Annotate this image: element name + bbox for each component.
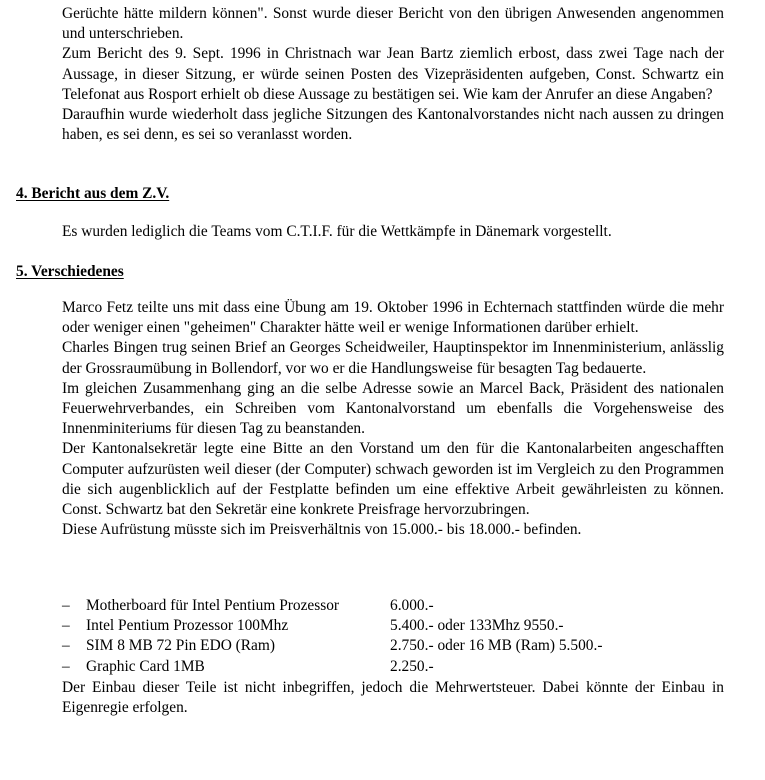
paragraph: Zum Bericht des 9. Sept. 1996 in Christnach war Jean Bartz ziemlich erbost, dass zwei Tage nach der Aussage, in dieser Sitzung, er würde seinen Posten des Vizepräsidenten aufgeben, Const. Schwartz ein Telefonat aus Rosport erhielt ob diese Aussage zu bestätigen sei. Wie kam der Anrufer an diese Angaben?: [62, 45, 724, 103]
list-dash: –: [62, 597, 70, 614]
paragraph: Im gleichen Zusammenhang ging an die selbe Adresse sowie an Marcel Back, Präsident des nationalen Feuerwehrverbandes, ein Schreiben vom Kantonalvorstand um ebenfalls die Vorgehensweise des Innenminiteriums für diesen Tag zu beanstanden.: [62, 379, 724, 438]
item-name: SIM 8 MB 72 Pin EDO (Ram): [86, 637, 275, 655]
list-item: [62, 596, 724, 616]
section5-body: [62, 298, 724, 540]
hardware-price-list: [62, 596, 724, 677]
section4-text: Es wurden lediglich die Teams vom C.T.I.F. für die Wettkämpfe in Dänemark vorgestellt.: [62, 223, 612, 240]
item-price: 5.400.- oder 133Mhz 9550.-: [390, 617, 564, 635]
paragraph: Marco Fetz teilte uns mit dass eine Übung am 19. Oktober 1996 in Echternach stattfinden würde die mehr oder weniger einen "geheimen" Charakter hätte weil er wenige Informationen darüber erhielt.: [62, 299, 724, 337]
section5-closing: [62, 678, 724, 718]
item-price: 2.250.-: [390, 657, 434, 675]
item-price: 6.000.-: [390, 597, 434, 614]
paragraph: Der Einbau dieser Teile ist nicht inbegriffen, jedoch die Mehrwertsteuer. Dabei könnte der Einbau in Eigenregie erfolgen.: [62, 679, 724, 717]
list-item: [62, 657, 724, 677]
item-price: 2.750.- oder 16 MB (Ram) 5.500.-: [390, 637, 603, 655]
list-item: [62, 616, 724, 636]
item-name: Graphic Card 1MB: [86, 657, 205, 675]
section3-continuation: [62, 4, 724, 145]
list-dash: –: [62, 637, 70, 655]
paragraph: Gerüchte hätte mildern können". Sonst wurde dieser Bericht von den übrigen Anwesenden angenommen und unterschrieben.: [62, 5, 724, 43]
list-item: [62, 636, 724, 656]
paragraph: Charles Bingen trug seinen Brief an Georges Scheidweiler, Hauptinspektor im Innenministerium, anlässlig der Grossraumübung in Bollendorf, vor wo er die Handlungsweise für besagten Tag bedauerte.: [62, 339, 724, 377]
section4-heading: 4. Bericht aus dem Z.V.: [16, 185, 170, 202]
paragraph: Der Kantonalsekretär legte eine Bitte an den Vorstand um den für die Kantonalarbeiten angeschafften Computer aufzurüsten weil dieser (der Computer) schwach geworden ist im Vergleich zu den Programmen die sich augenblicklich auf der Festplatte befinden um eine effektive Arbeit gewährleisten zu können. Const. Schwartz bat den Sekretär eine konkrete Preisfrage hervorzubringen.: [62, 440, 724, 519]
paragraph: Diese Aufrüstung müsste sich im Preisverhältnis von 15.000.- bis 18.000.- befinden.: [62, 521, 582, 539]
paragraph: Daraufhin wurde wiederholt dass jegliche Sitzungen des Kantonalvorstandes nicht nach aussen zu dringen haben, es sei denn, es sei so veranlasst worden.: [62, 106, 724, 144]
section5-heading: 5. Verschiedenes: [16, 263, 124, 280]
item-name: Intel Pentium Prozessor 100Mhz: [86, 617, 289, 635]
item-name: Motherboard für Intel Pentium Prozessor: [86, 597, 340, 614]
list-dash: –: [62, 617, 70, 635]
list-dash: –: [62, 657, 70, 675]
